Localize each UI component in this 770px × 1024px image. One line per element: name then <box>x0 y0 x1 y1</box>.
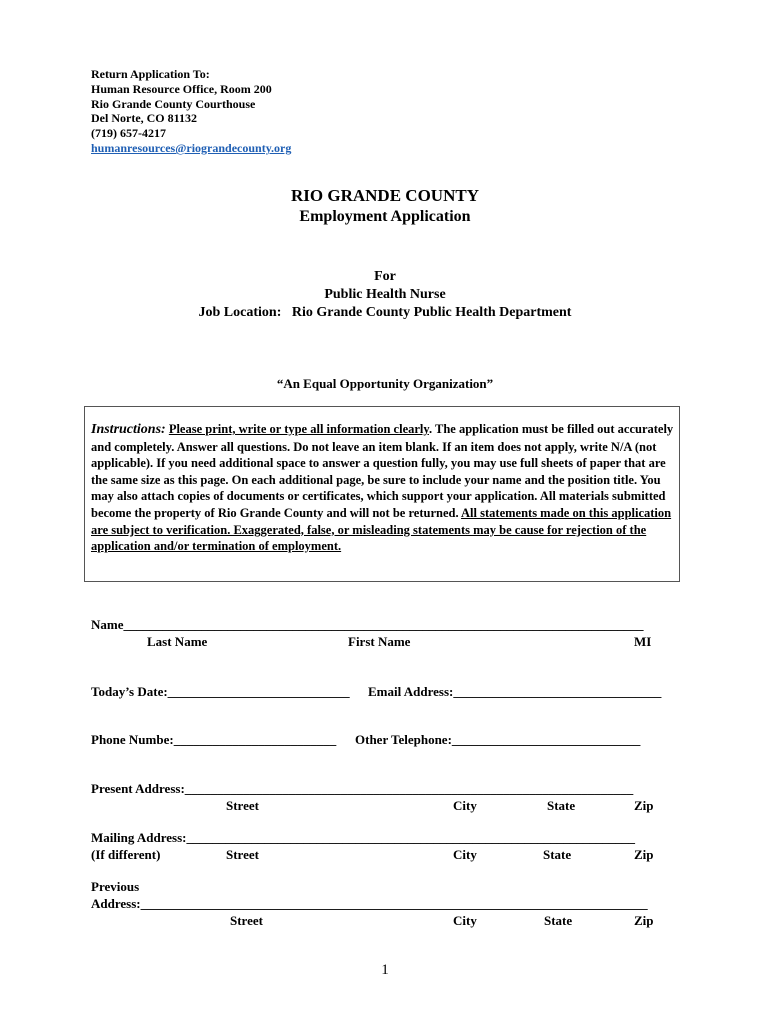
instructions-lead: Instructions: <box>91 422 166 437</box>
previous-address-field[interactable]: Address:______________________________________________________________________________ <box>91 896 648 911</box>
return-office: Human Resource Office, Room 200 <box>91 81 272 96</box>
if-different-caption: (If different) <box>91 847 161 862</box>
name-field[interactable]: Name________________________________________________________________________________ <box>91 617 644 632</box>
mailing-zip-caption: Zip <box>634 847 654 862</box>
present-zip-caption: Zip <box>634 798 654 813</box>
instructions-statements: All statements made on this application are subject to verification. Exaggerated, false, or misleading statements may be cause for rejection of the application and/or termination of employment. <box>91 505 672 554</box>
mailing-city-caption: City <box>453 847 477 862</box>
page-number: 1 <box>381 962 389 978</box>
mailing-address-field[interactable]: Mailing Address:_____________________________________________________________________ <box>91 830 635 845</box>
phone-number-field[interactable]: Phone Numbe:_________________________ <box>91 732 337 747</box>
job-location: Job Location: Rio Grande County Public Health Department <box>198 305 572 320</box>
instructions-print-clearly: Please print, write or type all information clearly <box>168 422 429 436</box>
present-state-caption: State <box>547 798 576 813</box>
instructions-text <box>91 421 675 555</box>
form-title: Employment Application <box>299 208 471 225</box>
present-address-field[interactable]: Present Address:_____________________________________________________________________ <box>91 781 634 796</box>
todays-date-field[interactable]: Today’s Date:____________________________ <box>91 684 350 699</box>
present-street-caption: Street <box>226 798 259 813</box>
present-city-caption: City <box>453 798 477 813</box>
previous-zip-caption: Zip <box>634 913 654 928</box>
county-title: RIO GRANDE COUNTY <box>291 186 479 205</box>
eeo-motto: “An Equal Opportunity Organization” <box>276 376 494 391</box>
return-phone: (719) 657-4217 <box>91 126 166 141</box>
mi-caption: MI <box>634 634 652 649</box>
position-for: For <box>374 269 396 284</box>
position-title: Public Health Nurse <box>324 287 446 302</box>
return-building: Rio Grande County Courthouse <box>91 96 256 111</box>
return-city: Del Norte, CO 81132 <box>91 111 197 126</box>
return-email-link[interactable]: humanresources@riograndecounty.org <box>91 140 292 155</box>
previous-city-caption: City <box>453 913 477 928</box>
previous-state-caption: State <box>544 913 573 928</box>
mailing-state-caption: State <box>543 847 572 862</box>
other-telephone-field[interactable]: Other Telephone:_____________________________ <box>355 732 641 747</box>
last-name-caption: Last Name <box>147 634 208 649</box>
return-address-block <box>91 67 291 156</box>
previous-label: Previous <box>91 879 140 894</box>
instructions-body: . The application must be filled out accurately and completely. Answer all questions. Do not leave an item blank. If an item does not apply, write N/A (not applicable). If you need additional space to answer a question fully, you may use full sheets of paper that are the same size as this page. On each additional page, be sure to include your name and the position title. You may also attach copies of documents or certificates, which support your application. All materials submitted become the property of Rio Grande County and will not be returned. <box>91 422 674 520</box>
previous-street-caption: Street <box>230 913 263 928</box>
mailing-street-caption: Street <box>226 847 259 862</box>
first-name-caption: First Name <box>348 634 411 649</box>
email-address-field[interactable]: Email Address:________________________________ <box>368 684 662 699</box>
return-heading: Return Application To: <box>91 67 210 81</box>
